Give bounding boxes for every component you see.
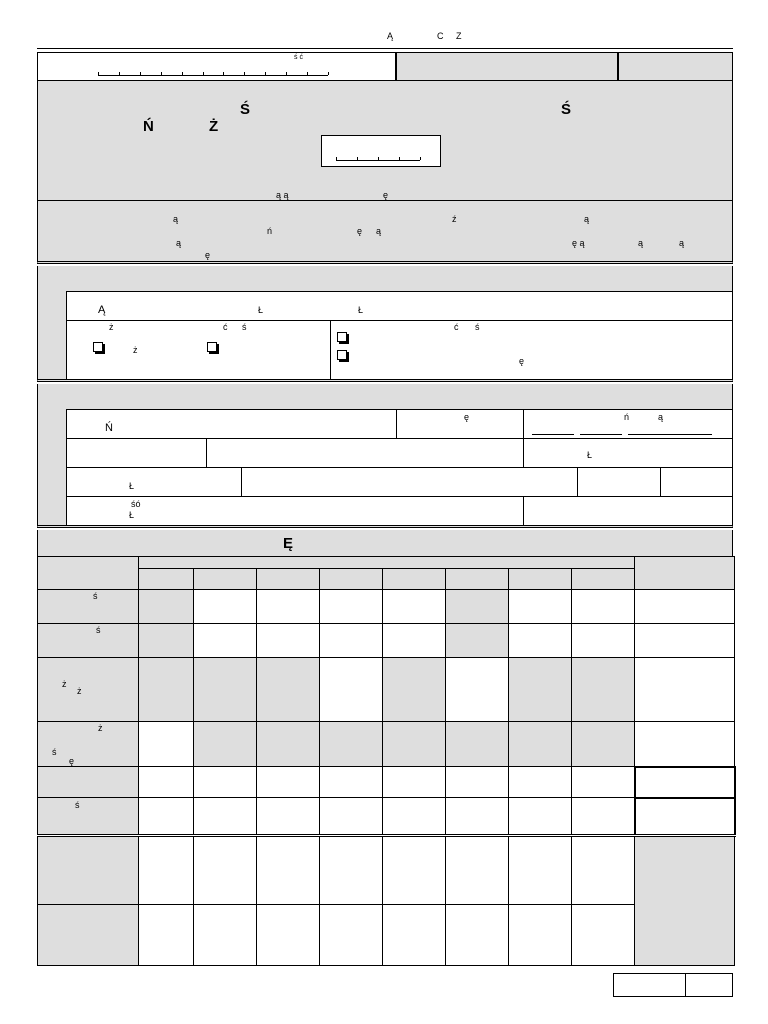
notice-text: ź	[452, 214, 457, 224]
table-cell[interactable]	[320, 590, 383, 624]
notice-text: ą	[679, 238, 685, 248]
table-cell[interactable]	[139, 767, 194, 798]
page-number-box-1	[613, 973, 686, 997]
date-line	[532, 434, 574, 435]
table-total-cell[interactable]	[635, 798, 735, 836]
row-label-cell	[38, 767, 139, 798]
comb-tick	[378, 157, 379, 160]
field-b10[interactable]	[660, 467, 733, 497]
field-b5[interactable]	[206, 438, 524, 468]
page-number-box-2	[685, 973, 733, 997]
table-cell[interactable]	[257, 798, 320, 836]
table-cell[interactable]	[320, 767, 383, 798]
table-cell	[446, 590, 509, 624]
table-cell[interactable]	[194, 798, 257, 836]
row-label: ę	[69, 756, 75, 766]
year-field[interactable]	[321, 135, 441, 167]
table-header-cell	[635, 557, 735, 590]
table-cell	[139, 590, 194, 624]
table-cell[interactable]	[383, 624, 446, 658]
table-cell	[635, 836, 735, 966]
field-b11-label: śó	[131, 499, 141, 509]
comb-tick	[161, 72, 162, 75]
date-field[interactable]	[523, 409, 733, 439]
top-mark-3: Z	[456, 31, 462, 41]
comb-tick	[244, 72, 245, 75]
table-cell[interactable]	[257, 836, 320, 905]
table-cell[interactable]	[572, 905, 635, 966]
table-cell	[320, 722, 383, 767]
table-cell[interactable]	[572, 590, 635, 624]
section-c-header	[37, 530, 733, 557]
table-cell[interactable]	[194, 767, 257, 798]
section-b	[37, 384, 733, 528]
table-row	[38, 836, 735, 905]
table-cell[interactable]	[446, 836, 509, 905]
table-cell[interactable]	[509, 624, 572, 658]
table-cell[interactable]	[320, 905, 383, 966]
id-caption: ś ć	[294, 54, 303, 61]
table-cell[interactable]	[635, 722, 735, 767]
section-a-sub: ś	[242, 322, 247, 332]
notice-block	[37, 201, 733, 264]
comb-tick	[182, 72, 183, 75]
comb-tick	[328, 72, 329, 75]
row-label-cell	[38, 658, 139, 722]
notice-text: ę ą	[572, 238, 585, 248]
section-c-table	[37, 556, 736, 966]
table-cell[interactable]	[320, 836, 383, 905]
option-1-checkbox[interactable]	[93, 342, 103, 352]
table-cell[interactable]	[320, 658, 383, 722]
date-label: ń	[624, 412, 630, 422]
table-cell[interactable]	[320, 798, 383, 836]
table-header-cell	[446, 569, 509, 590]
comb-tick	[420, 157, 421, 160]
table-header-cell	[320, 569, 383, 590]
table-cell[interactable]	[635, 590, 735, 624]
table-cell[interactable]	[139, 798, 194, 836]
table-cell[interactable]	[194, 624, 257, 658]
field-b7-label: Ł	[129, 481, 135, 491]
table-row	[38, 798, 735, 836]
field-b12[interactable]	[523, 496, 733, 526]
field-b2-label: ę	[464, 412, 470, 422]
section-a-sub: ć	[223, 322, 228, 332]
title-right-1: Ś	[561, 101, 572, 118]
table-header-cell	[257, 569, 320, 590]
title-note: ą ą	[276, 190, 289, 200]
table-cell[interactable]	[194, 590, 257, 624]
table-header-cell	[139, 569, 194, 590]
row-label: ś	[93, 591, 98, 601]
table-cell[interactable]	[257, 590, 320, 624]
row-label: ż	[77, 686, 82, 696]
table-cell[interactable]	[572, 624, 635, 658]
table-cell[interactable]	[194, 836, 257, 905]
section-a-left-box	[66, 320, 331, 380]
table-row	[38, 722, 735, 767]
section-c-title: Ę	[283, 535, 294, 552]
row-label-cell	[38, 905, 139, 966]
comb-tick	[399, 157, 400, 160]
table-cell[interactable]	[509, 905, 572, 966]
table-cell[interactable]	[257, 624, 320, 658]
table-row	[38, 658, 735, 722]
title-note-2: ę	[383, 190, 389, 200]
comb-tick	[357, 157, 358, 160]
table-total-cell[interactable]	[635, 767, 735, 798]
section-a-sub: ś	[475, 322, 480, 332]
header-grey-cell-1	[396, 52, 618, 81]
year-baseline	[336, 160, 420, 161]
row-label: ż	[62, 679, 67, 689]
table-cell	[509, 722, 572, 767]
field-b6-label: Ł	[587, 450, 593, 460]
date-label: ą	[658, 412, 664, 422]
table-cell	[194, 722, 257, 767]
notice-text: ę	[357, 226, 363, 236]
option-4-checkbox[interactable]	[337, 350, 347, 360]
table-cell	[194, 658, 257, 722]
date-line	[580, 434, 622, 435]
comb-tick	[140, 72, 141, 75]
section-a	[37, 266, 733, 382]
table-cell[interactable]	[446, 767, 509, 798]
table-cell	[572, 658, 635, 722]
field-b11-label: Ł	[129, 510, 135, 520]
table-header-cell	[38, 557, 139, 590]
comb-tick	[307, 72, 308, 75]
name-field[interactable]	[66, 409, 397, 439]
table-cell[interactable]	[139, 722, 194, 767]
name-label: Ń	[105, 422, 113, 434]
field-b9[interactable]	[577, 467, 661, 497]
option-3-checkbox[interactable]	[337, 332, 347, 342]
comb-tick	[265, 72, 266, 75]
table-cell[interactable]	[139, 836, 194, 905]
table-cell[interactable]	[320, 624, 383, 658]
table-cell	[139, 658, 194, 722]
table-cell[interactable]	[509, 836, 572, 905]
comb-tick	[336, 157, 337, 160]
notice-text: ą	[376, 226, 382, 236]
field-b8[interactable]	[241, 467, 578, 497]
comb-tick	[119, 72, 120, 75]
comb-tick	[98, 72, 99, 75]
section-a-mark: Ł	[358, 305, 364, 315]
notice-text: ą	[176, 238, 182, 248]
table-cell[interactable]	[139, 905, 194, 966]
table-cell[interactable]	[572, 798, 635, 836]
comb-tick	[286, 72, 287, 75]
row-label-cell	[38, 798, 139, 836]
field-b6[interactable]	[523, 438, 733, 468]
notice-text: ń	[267, 226, 273, 236]
table-row	[38, 905, 735, 966]
top-rule	[37, 48, 733, 49]
table-cell	[509, 658, 572, 722]
table-cell[interactable]	[194, 905, 257, 966]
table-cell[interactable]	[383, 798, 446, 836]
row-label-cell	[38, 836, 139, 905]
notice-text: ą	[584, 214, 590, 224]
date-line	[628, 434, 712, 435]
table-header-cell	[572, 569, 635, 590]
table-row	[38, 767, 735, 798]
table-cell[interactable]	[446, 658, 509, 722]
table-cell	[139, 624, 194, 658]
table-cell[interactable]	[572, 767, 635, 798]
title-left-2: Ń	[143, 118, 154, 135]
field-b2[interactable]	[396, 409, 524, 439]
table-row	[38, 624, 735, 658]
top-mark-1: Ą	[387, 31, 394, 41]
top-mark-2: C	[437, 31, 444, 41]
table-row	[38, 590, 735, 624]
table-cell[interactable]	[383, 590, 446, 624]
notice-text: ą	[173, 214, 179, 224]
table-cell[interactable]	[509, 798, 572, 836]
comb-tick	[203, 72, 204, 75]
table-cell[interactable]	[257, 767, 320, 798]
table-header-cell	[194, 569, 257, 590]
row-label-cell	[38, 722, 139, 767]
table-cell	[383, 658, 446, 722]
section-a-right-box	[330, 320, 733, 380]
row-label-cell	[38, 590, 139, 624]
title-left-3: Ż	[209, 118, 219, 135]
header-grey-cell-2	[618, 52, 733, 81]
id-baseline	[98, 75, 328, 76]
table-cell[interactable]	[635, 658, 735, 722]
row-label-cell	[38, 624, 139, 658]
table-cell	[446, 624, 509, 658]
table-cell[interactable]	[383, 836, 446, 905]
notice-text: ą	[638, 238, 644, 248]
table-cell[interactable]	[383, 905, 446, 966]
title-left-1: Ś	[240, 101, 251, 118]
table-header-cell	[383, 569, 446, 590]
table-cell	[446, 722, 509, 767]
table-cell[interactable]	[446, 905, 509, 966]
section-a-mark: Ł	[258, 305, 264, 315]
row-label: ś	[75, 800, 80, 810]
table-cell[interactable]	[572, 836, 635, 905]
notice-text: ę	[205, 250, 211, 260]
row-label: ś	[96, 625, 101, 635]
field-b11[interactable]	[66, 496, 524, 526]
comb-tick	[223, 72, 224, 75]
table-header-cell	[509, 569, 572, 590]
table-cell	[257, 722, 320, 767]
field-b7[interactable]	[66, 467, 242, 497]
option-1-label: ż	[133, 345, 138, 355]
table-header-cell	[139, 557, 635, 569]
table-cell	[257, 658, 320, 722]
section-a-note: ę	[519, 356, 525, 366]
table-cell[interactable]	[446, 798, 509, 836]
section-a-row-1[interactable]	[66, 291, 733, 321]
table-cell[interactable]	[383, 767, 446, 798]
field-b4[interactable]	[66, 438, 207, 468]
table-cell[interactable]	[509, 590, 572, 624]
row-label: ż	[98, 723, 103, 733]
row-label: ś	[52, 747, 57, 757]
table-cell[interactable]	[257, 905, 320, 966]
table-cell[interactable]	[509, 767, 572, 798]
table-cell	[383, 722, 446, 767]
id-number-field[interactable]	[37, 52, 396, 81]
section-a-sub: ż	[109, 322, 114, 332]
section-a-sub: ć	[454, 322, 459, 332]
table-cell[interactable]	[635, 624, 735, 658]
table-cell	[572, 722, 635, 767]
section-a-row-label: Ą	[98, 304, 106, 316]
title-block	[37, 81, 733, 201]
option-2-checkbox[interactable]	[207, 342, 217, 352]
